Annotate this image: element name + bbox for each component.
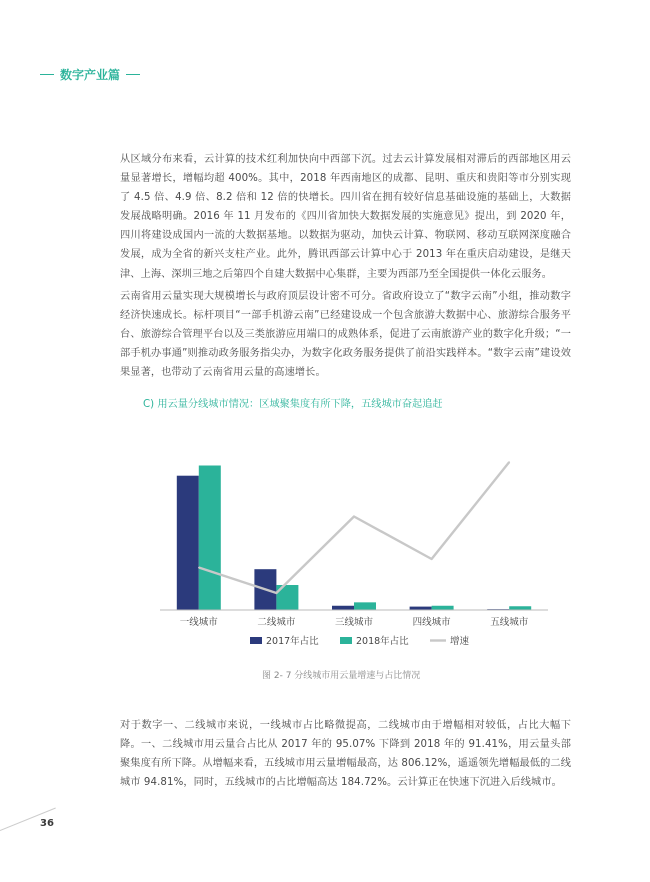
header-left-dash <box>40 74 54 75</box>
legend-label-1: 2017年占比 <box>266 636 319 647</box>
city-tier-chart <box>140 410 580 670</box>
paragraph-yunnan: 云南省用云量实现大规模增长与政府顶层设计密不可分。省政府设立了“数字云南”小组，推动数字经济快速成长。标杆项目“一部手机游云南”已经建设成一个包含旅游大数据中心、旅游综合服务平台、旅游综合管理平台以及三类旅游应用端口的成熟体系，促进了云南旅游产业的数字化升级；“一部手机办事通”则推动政务服务指尖办，为数字化政务服务提供了前沿实践样本。“数字云南”建设效果显著，也带动了云南省用云量的高速增长。 <box>120 291 571 379</box>
x-tick-label: 四线城市 <box>412 617 451 628</box>
legend-swatch-2 <box>340 637 352 644</box>
bar-2018-4 <box>432 606 454 610</box>
growth-point <box>353 516 355 518</box>
legend-swatch-1 <box>250 637 262 644</box>
bar-2017-4 <box>410 607 432 610</box>
x-tick-label: 五线城市 <box>490 617 529 628</box>
section-title: 数字产业篇 <box>60 67 121 82</box>
legend-label-3: 增速 <box>450 636 470 647</box>
page-number: 36 <box>40 818 54 829</box>
growth-line <box>199 462 509 593</box>
header-right-dash <box>126 74 140 75</box>
legend-label-2: 2018年占比 <box>356 636 409 647</box>
bar-2017-1 <box>177 476 199 610</box>
x-tick-label: 一线城市 <box>179 617 218 628</box>
growth-point <box>276 592 278 594</box>
growth-point <box>431 558 433 560</box>
bar-2018-3 <box>354 602 376 610</box>
growth-point <box>508 461 510 463</box>
bar-2018-1 <box>199 466 221 611</box>
x-tick-label: 三线城市 <box>334 617 374 628</box>
paragraph-tier-analysis: 对于数字一、二线城市来说，一线城市占比略微提高，二线城市由于增幅相对较低，占比大幅下降。一、二线城市用云量合占比从 2017 年的 95.07% 下降到 2018 年的 91.41%，用云量头部聚集度有所下降。从增幅来看，五线城市用云量增幅最高，达 806.12%，遥遥领先增幅最低的二线城市 94.81%，同时，五线城市的占比增幅高达 184.72%。云计算正在快速下沉进入后线城市。 <box>120 720 571 789</box>
bar-2018-5 <box>509 606 531 610</box>
bar-2017-3 <box>332 606 354 610</box>
x-tick-label: 二线城市 <box>257 617 296 628</box>
section-header <box>40 64 140 84</box>
figure-caption: 图 2- 7 分线城市用云量增速与占比情况 <box>262 671 421 681</box>
chart-title: C) 用云量分线城市情况：区域聚集度有所下降，五线城市奋起追赶 <box>143 399 443 410</box>
growth-point <box>198 567 200 569</box>
paragraph-regional-distribution: 从区域分布来看，云计算的技术红利加快向中西部下沉。过去云计算发展相对滞后的西部地区用云量显著增长，增幅均超 400%。其中，2018 年西南地区的成都、昆明、重庆和贵阳等市分别实现了 4.5 倍、4.9 倍、8.2 倍和 12 倍的快增长。四川省在拥有较好信息基础设施的基础上，大数据发展战略明确。2016 年 11 月发布的《四川省加快大数据发展的实施意见》提出，到 2020 年，四川将建设成国内一流的大数据基地。以数据为驱动，加快云计算、物联网、移动互联网深度融合发展，成为全省的新兴支柱产业。此外，腾讯西部云计算中心于 2013 年在重庆启动建设，是继天津、上海、深圳三地之后第四个自建大数据中心集群，主要为西部乃至全国提供一体化云服务。 <box>120 154 571 280</box>
